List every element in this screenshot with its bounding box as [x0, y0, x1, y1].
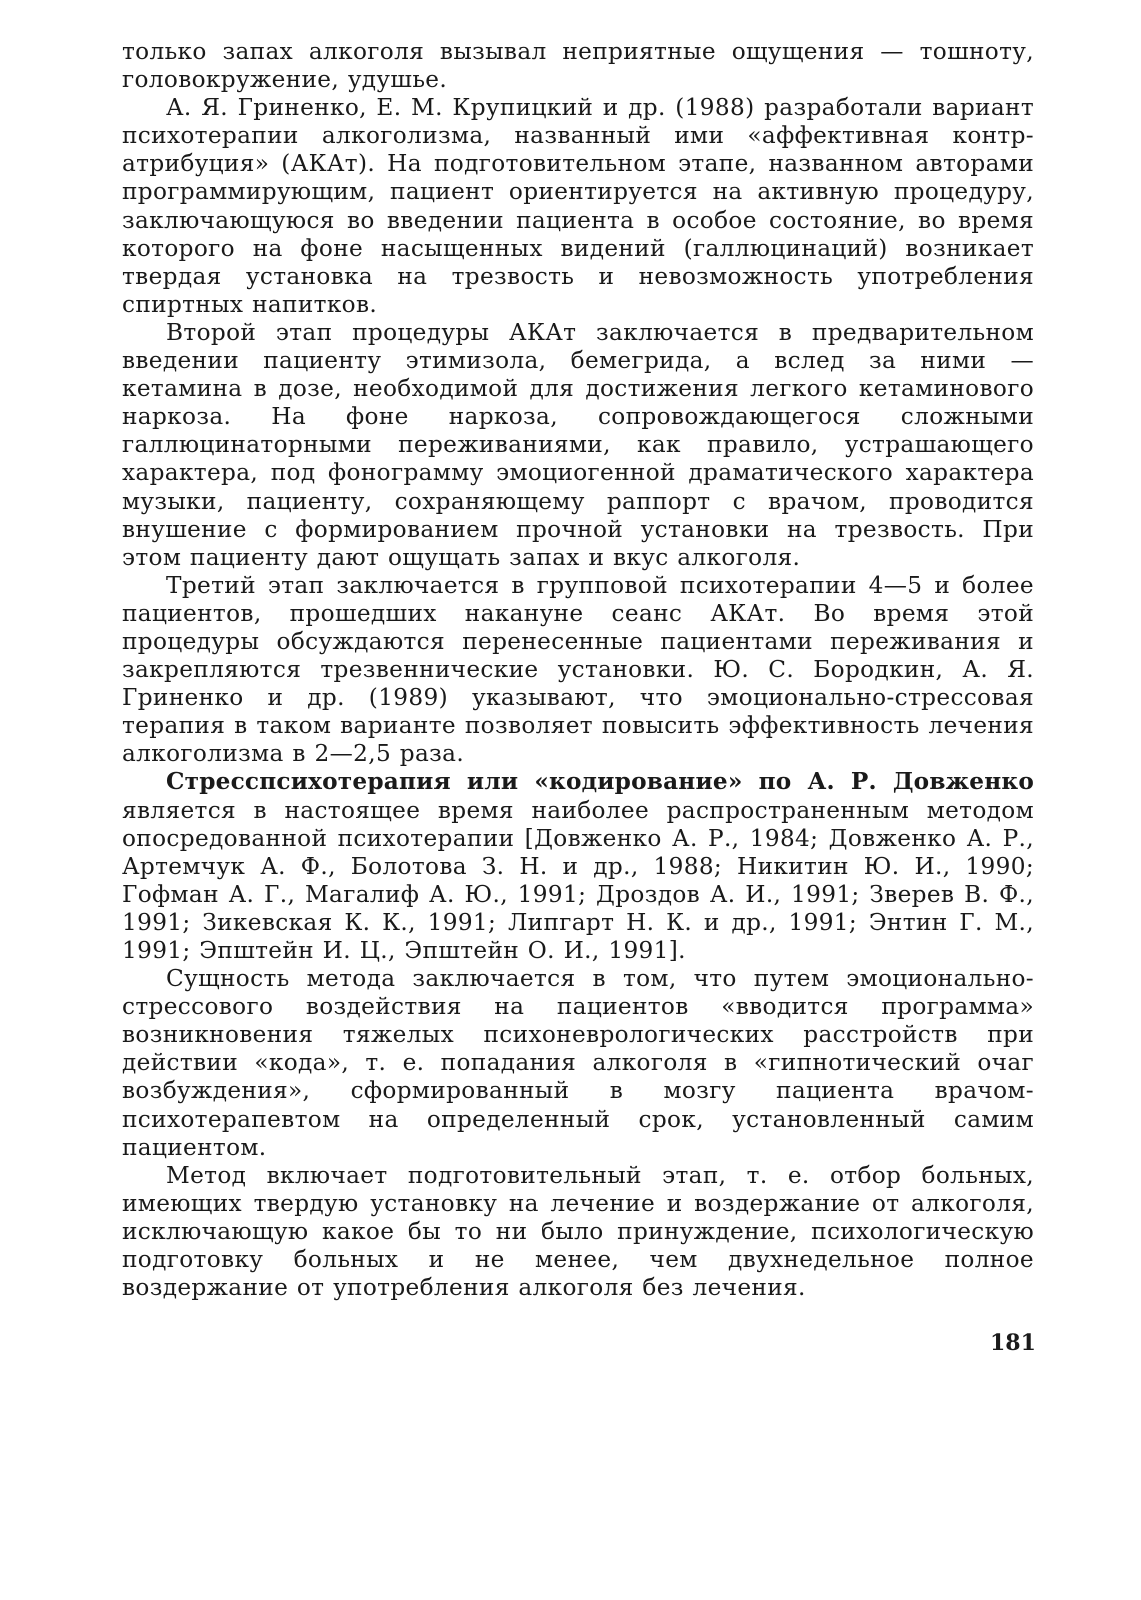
paragraph-method-preparation: Метод включает подготовительный этап, т. е. отбор больных, имеющих твердую установку на лечение и воздержание от алкоголя, исключающую какое бы то ни было принуждение, психологическую подготовку больных и не менее, чем двухнедельное полное воздержание от употребления алкоголя без лечения.	[122, 1161, 1034, 1302]
section-run-in-heading: Стресспсихотерапия или «кодирование» по А. Р. Довженко	[166, 768, 1034, 796]
paragraph-akat-second-stage: Второй этап процедуры АКАт заключается в предварительном введении пациенту этимизола, бемегрида, а вслед за ними — кетамина в дозе, необходимой для достижения легкого кетаминового наркоза. На фоне наркоза, сопровождающегося сложными галлюцинаторными переживаниями, как правило, устрашающего характера, под фонограмму эмоциогенной драматического характера музыки, пациенту, сохраняющему раппорт с врачом, проводится внушение с формированием прочной установки на трезвость. При этом пациенту дают ощущать запах и вкус алкоголя.	[122, 318, 1034, 571]
page-body	[122, 38, 1034, 1302]
paragraph-method-essence: Сущность метода заключается в том, что путем эмоционально-стрессового воздействия на пациентов «вводится программа» возникновения тяжелых психоневрологических расстройств при действии «кода», т. е. попадания алкоголя в «гипнотический очаг возбуждения», сформированный в мозгу пациента врачом-психотерапевтом на определенный срок, установленный самим пациентом.	[122, 965, 1034, 1161]
page-number: 181	[990, 1330, 1036, 1356]
paragraph-akat-third-stage: Третий этап заключается в групповой психотерапии 4—5 и более пациентов, прошедших накануне сеанс АКАт. Во время этой процедуры обсуждаются перенесенные пациентами переживания и закрепляются трезвеннические установки. Ю. С. Бородкин, А. Я. Гриненко и др. (1989) указывают, что эмоционально-стрессовая терапия в таком варианте позволяет повысить эффективность лечения алкоголизма в 2—2,5 раза.	[122, 571, 1034, 768]
paragraph-akat-intro: А. Я. Гриненко, Е. М. Крупицкий и др. (1988) разработали вариант психотерапии алкоголизма, названный ими «аффективная контр-атрибуция» (АКАт). На подготовительном этапе, названном авторами программирующим, пациент ориентируется на активную процедуру, заключающуюся во введении пациента в особое состояние, во время которого на фоне насыщенных видений (галлюцинаций) возникает твердая установка на трезвость и невозможность употребления спиртных напитков.	[122, 94, 1034, 318]
paragraph-stress-psychotherapy	[122, 768, 1034, 965]
section-run-in-text: является в настоящее время наиболее распространенным методом опосредованной психотерапии [Довженко А. Р., 1984; Довженко А. Р., Артемчук А. Ф., Болотова З. Н. и др., 1988; Никитин Ю. И., 1990; Гофман А. Г., Магалиф А. Ю., 1991; Дроздов А. И., 1991; Зверев В. Ф., 1991; Зикевская К. К., 1991; Липгарт Н. К. и др., 1991; Энтин Г. М., 1991; Эпштейн И. Ц., Эпштейн О. И., 1991].	[122, 796, 1034, 964]
paragraph-continuation: только запах алкоголя вызывал неприятные ощущения — тошноту, головокружение, удушье.	[122, 38, 1034, 94]
